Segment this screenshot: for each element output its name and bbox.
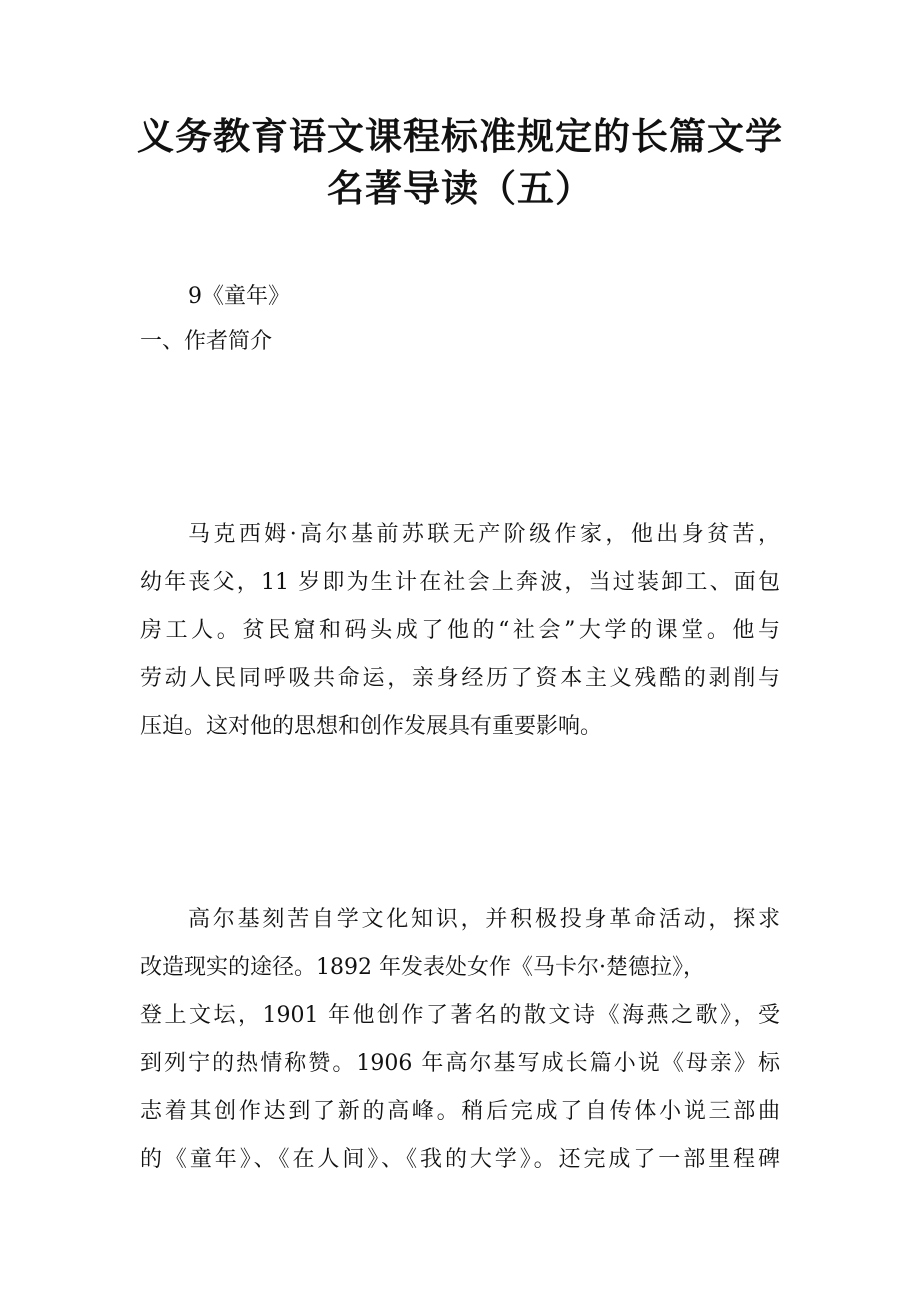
section-heading-author-intro: 一、作者简介: [140, 329, 273, 354]
paragraph-1-line-3: 房工人。贫民窟和码头成了他的“社会”大学的课堂。他与: [140, 618, 780, 643]
document-title-line-2: 名著导读（五）: [327, 166, 593, 210]
paragraph-2-line-1: 高尔基刻苦自学文化知识，并积极投身革命活动，探求: [188, 907, 780, 932]
paragraph-1-line-5: 压迫。这对他的思想和创作发展具有重要影响。: [140, 714, 603, 739]
paragraph-1-line-2: 幼年丧父，11 岁即为生计在社会上奔波，当过装卸工、面包: [140, 570, 780, 595]
paragraph-1-line-1: 马克西姆·高尔基前苏联无产阶级作家，他出身贫苦，: [188, 522, 780, 547]
paragraph-2-line-2: 改造现实的途径。1892 年发表处女作《马卡尔·楚德拉》，: [140, 955, 705, 980]
paragraph-2-line-4: 到列宁的热情称赞。1906 年高尔基写成长篇小说《母亲》标: [140, 1051, 780, 1076]
book-heading: 9《童年》: [188, 284, 290, 309]
paragraph-2-line-5: 志着其创作达到了新的高峰。稍后完成了自传体小说三部曲: [140, 1099, 780, 1124]
document-title-line-1: 义务教育语文课程标准规定的长篇文学: [137, 114, 783, 158]
paragraph-2-line-3: 登上文坛，1901 年他创作了著名的散文诗《海燕之歌》，受: [140, 1003, 780, 1028]
paragraph-2-line-6: 的《童年》、《在人间》、《我的大学》。还完成了一部里程碑: [140, 1147, 780, 1172]
paragraph-1-line-4: 劳动人民同呼吸共命运，亲身经历了资本主义残酷的剥削与: [140, 666, 780, 691]
